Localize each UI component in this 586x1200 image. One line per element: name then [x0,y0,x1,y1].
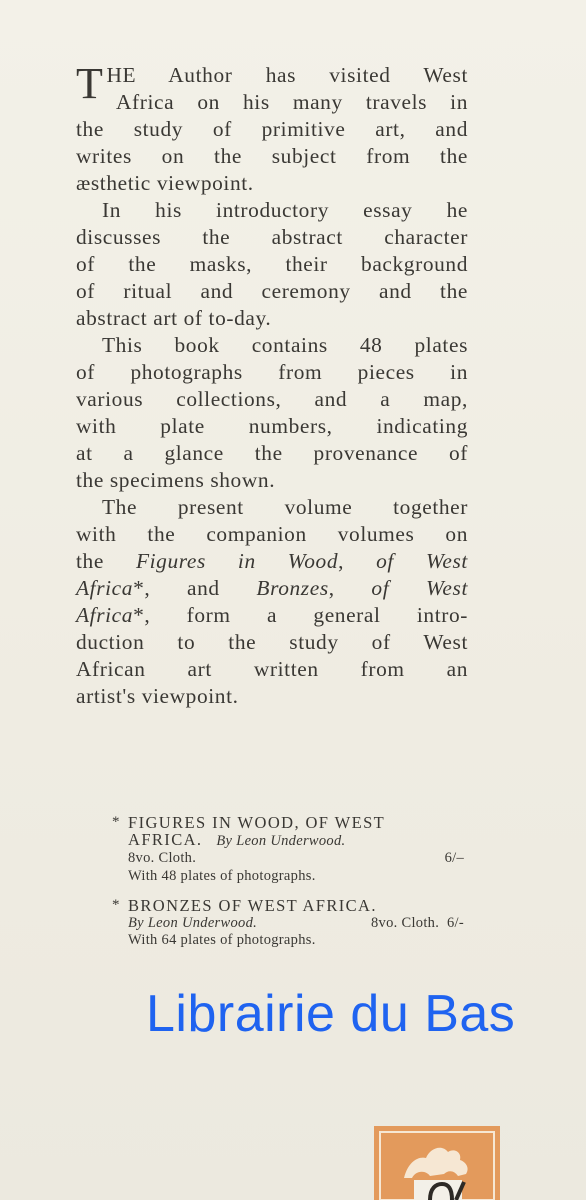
italic-title: of West [371,576,468,600]
text-run: , [338,549,377,573]
text-run: *, form a general intro- [133,603,468,627]
footnote-author: By Leon Underwood. [128,915,258,931]
essay-line: HE Author has visited West [106,63,468,87]
essay-text [76,59,468,710]
essay-line: discusses the abstract character [76,225,468,249]
essay-line: duction to the study of West [76,630,468,654]
publisher-lion-logo-icon [374,1126,500,1200]
essay-line: with the companion volumes on [76,522,468,546]
footnote-format-price [371,916,468,931]
essay-line: artist's viewpoint. [76,684,239,708]
essay-line: The present volume together [102,495,468,519]
paragraph-4 [76,494,468,710]
footnote-author: By Leon Underwood. [216,833,346,849]
essay-line: of the masks, their background [76,252,468,276]
footnote-format: 8vo. Cloth. [370,915,440,931]
footnote-title [112,898,468,914]
text-run: , [328,576,372,600]
bookseller-watermark: Librairie du Bas [146,985,516,1043]
essay-line: In his introductory essay he [102,198,468,222]
italic-title: Africa [76,576,134,600]
footnote-asterisk: * [112,814,121,830]
footnote-bronzes [112,898,468,948]
essay-line [76,602,468,629]
essay-line: of ritual and ceremony and the [76,279,468,303]
essay-line: of photographs from pieces in [76,360,468,384]
italic-title: Bronzes [256,576,329,600]
essay-line [76,548,468,575]
essay-line: Africa on his many travels in [116,90,468,114]
footnote-title-line: BRONZES OF WEST AFRICA. [128,896,377,915]
essay-line: African art written from an [76,657,468,681]
essay-line: various collections, and a map, [76,387,468,411]
italic-title: Figures in Wood [135,549,339,573]
essay-line: abstract art of to-day. [76,306,272,330]
text-run: *, and [133,576,257,600]
footnote-asterisk: * [112,897,121,913]
essay-line [76,575,468,602]
italic-title: of West [376,549,468,573]
footnote-price: 6/– [444,850,464,866]
footnote-author-line [112,916,468,931]
essay-line: This book contains 48 plates [102,333,468,357]
text-run: the [76,549,136,573]
footnote-title-line: FIGURES IN WOOD, OF WEST [128,813,386,832]
footnote-figures-in-wood [112,815,468,884]
essay-line: with plate numbers, indicating [76,414,468,438]
footnote-title-line: AFRICA. [128,830,203,849]
footnote-plates: With 48 plates of photographs. [128,868,316,884]
paragraph-1 [76,59,468,197]
paragraph-2 [76,197,468,332]
drop-cap: T [76,59,104,108]
paragraph-3 [76,332,468,494]
essay-line: æsthetic viewpoint. [76,171,254,195]
footnote-title [112,815,468,831]
italic-title: Africa [76,603,134,627]
footnote-format-line [112,851,468,866]
essay-line: the study of primitive art, and [76,117,468,141]
lion-emblem-icon [374,1126,500,1200]
essay-line: at a glance the provenance of [76,441,468,465]
footnote-format: 8vo. Cloth. [128,850,197,866]
footnote-price: 6/- [446,915,464,931]
footnote-plates: With 64 plates of photographs. [128,932,316,948]
essay-line: the specimens shown. [76,468,276,492]
footnote-author-line [112,832,468,849]
essay-line: writes on the subject from the [76,144,468,168]
